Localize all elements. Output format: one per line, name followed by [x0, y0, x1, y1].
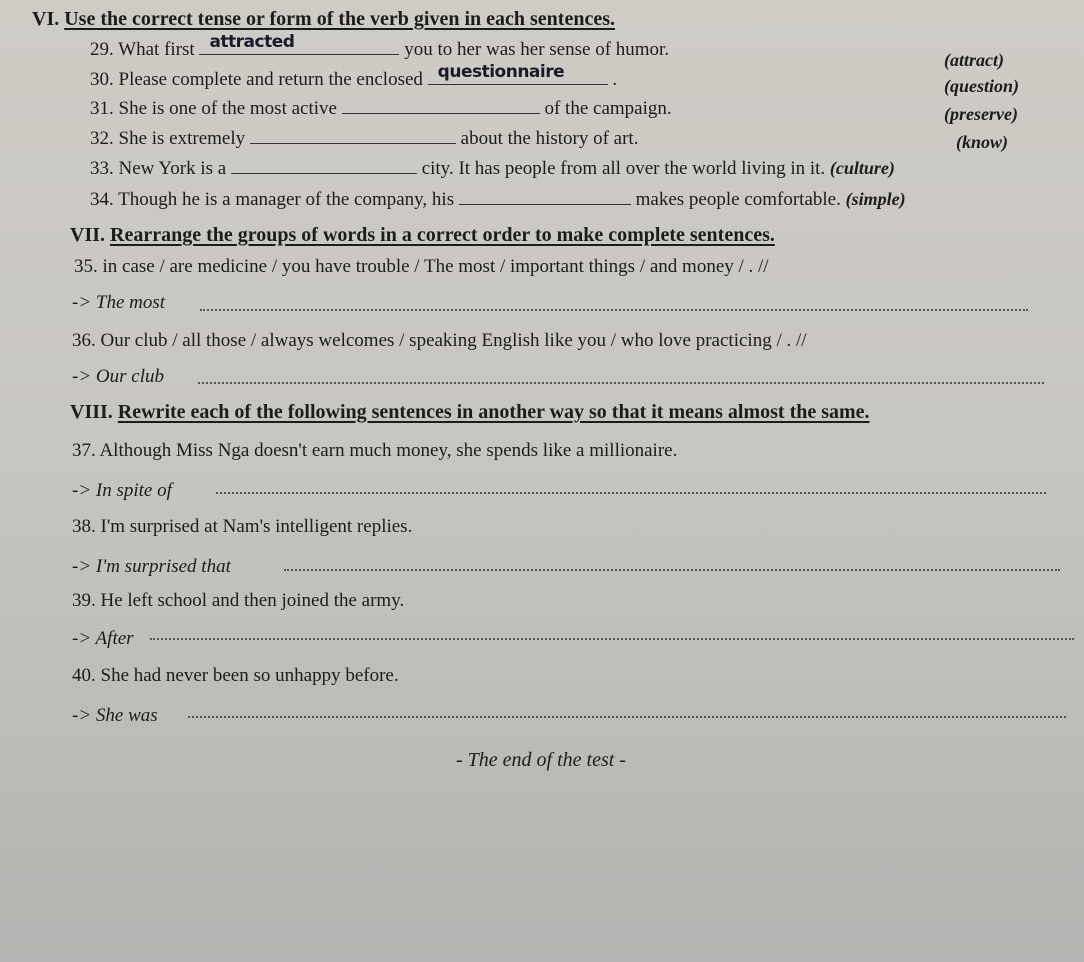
section-7-header — [70, 224, 775, 246]
question-text-after: city. It has people from all over the world living in it. — [421, 158, 826, 179]
answer-prompt-39: -> After — [72, 628, 134, 649]
question-number: 30. — [90, 69, 114, 90]
answer-prompt-35: -> The most — [72, 292, 166, 313]
section-6-title: Use the correct tense or form of the verb given in each sentences. — [64, 8, 616, 30]
question-text: He left school and then joined the army. — [100, 590, 405, 611]
question-31 — [90, 95, 672, 120]
question-text: Although Miss Nga doesn't earn much money, she spends like a millionaire. — [99, 440, 678, 461]
hint-33: (culture) — [829, 158, 895, 178]
question-30 — [90, 62, 618, 91]
section-7-roman: VII. — [70, 224, 106, 246]
question-number: 37. — [72, 440, 96, 461]
question-text-after: of the campaign. — [544, 98, 672, 119]
answer-blank-33[interactable] — [231, 155, 417, 174]
question-text-after: . — [612, 69, 618, 90]
section-8-roman: VIII. — [70, 401, 113, 423]
question-text-after: you to her was her sense of humor. — [404, 39, 670, 60]
question-34 — [90, 186, 906, 211]
answer-line-38[interactable] — [284, 569, 1060, 571]
question-number: 32. — [90, 128, 114, 149]
question-33 — [90, 155, 895, 180]
answer-prompt-40: -> She was — [72, 705, 158, 726]
question-35 — [74, 256, 769, 278]
answer-prompt-36: -> Our club — [72, 366, 164, 387]
question-number: 35. — [74, 256, 98, 277]
question-40 — [72, 665, 399, 687]
question-38 — [72, 516, 412, 538]
question-number: 40. — [72, 665, 96, 686]
question-36 — [72, 330, 807, 352]
question-number: 33. — [90, 158, 114, 179]
question-number: 29. — [90, 39, 114, 60]
question-number: 38. — [72, 516, 96, 537]
question-number: 31. — [90, 98, 114, 119]
handwritten-answer-30: questionnaire — [437, 62, 565, 82]
question-32 — [90, 125, 638, 150]
question-text: in case / are medicine / you have trouble / The most / important things / and money / . // — [102, 256, 769, 277]
question-37 — [72, 440, 677, 462]
answer-prompt-37: -> In spite of — [72, 480, 172, 501]
question-text-after: makes people comfortable. — [635, 189, 841, 210]
section-7-title: Rearrange the groups of words in a correct order to make complete sentences. — [110, 224, 775, 246]
question-number: 39. — [72, 590, 96, 611]
answer-blank-30[interactable] — [428, 62, 608, 85]
answer-blank-29[interactable] — [199, 32, 399, 55]
answer-line-36[interactable] — [198, 382, 1044, 384]
hint-30: (question) — [944, 76, 1020, 96]
question-text-before: New York is a — [118, 158, 227, 179]
question-text: She had never been so unhappy before. — [100, 665, 399, 686]
answer-prompt-38: -> I'm surprised that — [72, 556, 231, 577]
question-text-before: Though he is a manager of the company, his — [118, 189, 455, 210]
hint-32: (know) — [956, 132, 1009, 152]
hint-29: (attract) — [944, 50, 1004, 70]
answer-blank-34[interactable] — [459, 186, 631, 205]
section-6-roman: VI. — [32, 8, 60, 30]
question-text-before: She is one of the most active — [118, 98, 337, 119]
answer-line-37[interactable] — [216, 492, 1046, 494]
answer-blank-32[interactable] — [250, 125, 456, 144]
question-text: I'm surprised at Nam's intelligent replies. — [100, 516, 413, 537]
answer-line-39[interactable] — [150, 638, 1074, 640]
hint-31: (preserve) — [944, 104, 1018, 124]
answer-line-35[interactable] — [200, 309, 1028, 311]
question-text-after: about the history of art. — [460, 128, 639, 149]
section-8-header — [70, 401, 870, 423]
section-6-header — [32, 8, 615, 30]
question-29 — [90, 32, 670, 61]
question-number: 36. — [72, 330, 96, 351]
handwritten-answer-29: attracted — [209, 32, 295, 52]
answer-blank-31[interactable] — [342, 95, 540, 114]
question-text: Our club / all those / always welcomes / speaking English like you / who love practicing / . // — [100, 330, 807, 351]
question-39 — [72, 590, 404, 612]
answer-line-40[interactable] — [188, 716, 1066, 718]
question-text-before: What first — [118, 39, 195, 60]
section-8-title: Rewrite each of the following sentences in another way so that it means almost the same. — [117, 401, 870, 423]
question-number: 34. — [90, 189, 114, 210]
end-of-test-text: - The end of the test - — [456, 749, 626, 771]
question-text-before: Please complete and return the enclosed — [118, 69, 423, 90]
question-text-before: She is extremely — [118, 128, 246, 149]
hint-34: (simple) — [845, 189, 906, 209]
